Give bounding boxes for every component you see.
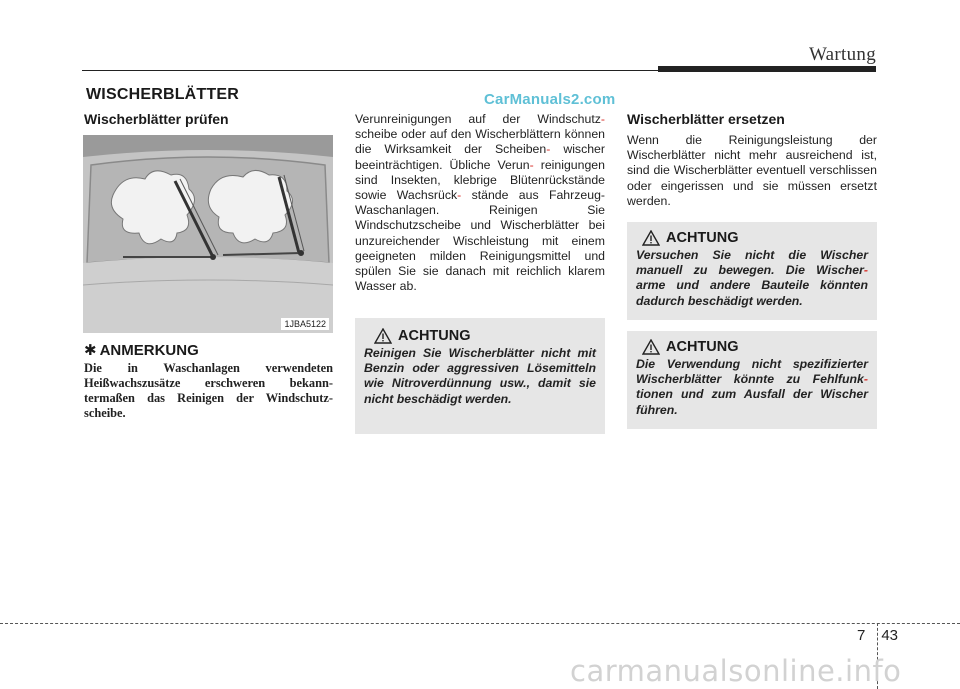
chapter-number: 7 [857,627,866,644]
section-title: WISCHERBLÄTTER [86,86,240,103]
footer-rule [0,623,960,624]
right-body-text: Wenn die Reinigungsleistung der Wischerblätter nicht mehr ausreichend ist, sind die Wischerblätter eventuell verschlissen oder eingerissen und sie müssen ersetzt werden. [627,133,878,208]
figure-label: 1JBA5122 [281,318,329,330]
header-bar [658,66,876,72]
watermark-carmanuals[interactable]: CarManuals2.com [484,91,616,108]
warning-triangle-icon [642,230,660,246]
warning-box-cleaning [355,318,605,434]
warning-box-manual-move [627,222,877,320]
page-index: 43 [881,627,899,644]
warning-text: Reinigen Sie Wischerblätter nicht mit Benzin oder aggressiven Lösemitteln wie Nitroverdünnung usw., damit sie nicht beschädigt werden. [364,346,596,406]
warning-title: ACHTUNG [666,339,739,355]
subheading-check-wipers: Wischerblätter prüfen [84,111,229,127]
header-rule [82,70,658,71]
footer-watermark[interactable]: carmanualsonline.info [570,654,902,688]
windshield-illustration [83,135,333,333]
warning-title: ACHTUNG [398,328,471,344]
page-number [857,627,898,644]
note-heading: ✱ ANMERKUNG [84,342,199,359]
windshield-figure [83,135,333,333]
warning-triangle-icon [374,328,392,344]
warning-text: Versuchen Sie nicht die Wischer manuell zu bewegen. Die Wischer- arme und andere Bauteile könnten dadurch beschädigt werden. [636,248,868,308]
subheading-replace-wipers: Wischerblätter ersetzen [627,111,785,127]
middle-body-text: Verunreinigungen auf der Windschutz- scheibe oder auf den Wischerblättern können die Wirksamkeit der Scheiben- wischer beeinträchtigen. Übliche Verun- reinigungen sind Insekten, klebrige Blütenrückstände sowie Wachsrück- stände aus Fahrzeug-Waschanlagen. Reinigen Sie Windschutzscheibe und Wischerblätter bei unzureichender Wischleistung mit einem geeigneten milden Reinigungsmittel und spülen Sie sie danach mit reichlich klarem Wasser ab. [355,112,606,294]
warning-triangle-icon [642,339,660,355]
warning-text: Die Verwendung nicht spezifizierter Wischerblätter könnte zu Fehlfunk- tionen und zum Ausfall der Wischer führen. [636,357,868,417]
warning-box-unspecified-blades [627,331,877,429]
note-text: Die in Waschanlagen verwendeten Heißwachszusätze erschweren bekann- termaßen das Reinigen der Windschutz- scheibe. [84,361,333,420]
warning-title: ACHTUNG [666,230,739,246]
note-star-icon: ✱ [84,342,97,359]
header-title: Wartung [808,44,876,65]
